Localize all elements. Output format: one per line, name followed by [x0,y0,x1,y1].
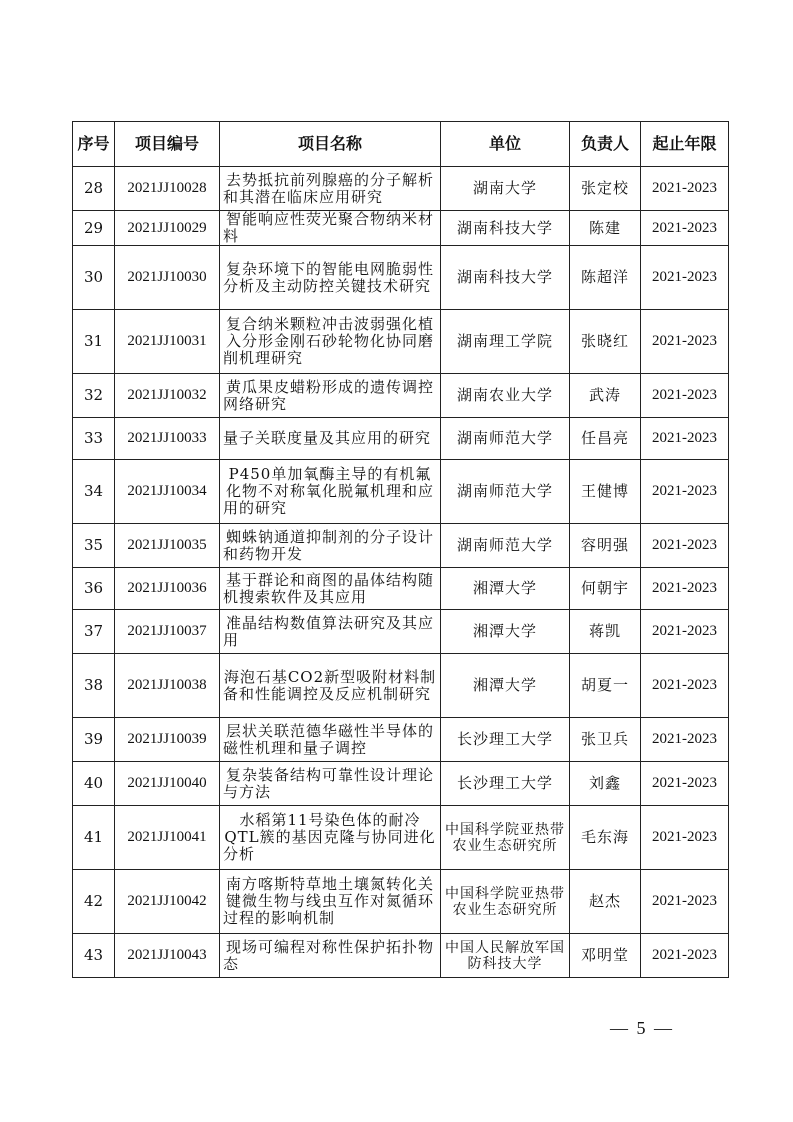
cell-years: 2021-2023 [641,610,729,654]
cell-lead: 何朝宇 [570,568,641,610]
table-row [73,568,729,610]
cell-years: 2021-2023 [641,806,729,870]
table-row [73,374,729,418]
cell-years: 2021-2023 [641,568,729,610]
cell-unit: 中国人民解放军国防科技大学 [441,934,570,978]
table-row [73,246,729,310]
cell-years: 2021-2023 [641,460,729,524]
cell-name: 蜘蛛钠通道抑制剂的分子设计和药物开发 [220,524,441,568]
cell-seq: 30 [73,246,115,310]
table-row [73,806,729,870]
cell-seq: 43 [73,934,115,978]
cell-name: 复杂装备结构可靠性设计理论与方法 [220,762,441,806]
table-row [73,418,729,460]
header-years: 起止年限 [641,122,729,167]
cell-name: 准晶结构数值算法研究及其应用 [220,610,441,654]
cell-years: 2021-2023 [641,524,729,568]
cell-code: 2021JJ10041 [115,806,220,870]
cell-seq: 42 [73,870,115,934]
cell-lead: 陈建 [570,211,641,246]
cell-unit: 长沙理工大学 [441,718,570,762]
cell-code: 2021JJ10040 [115,762,220,806]
cell-seq: 28 [73,167,115,211]
cell-unit: 湘潭大学 [441,654,570,718]
cell-name: 复合纳米颗粒冲击波弱强化植入分形金刚石砂轮物化协同磨削机理研究 [220,310,441,374]
cell-name: 水稻第11号染色体的耐冷QTL簇的基因克隆与协同进化分析 [220,806,441,870]
cell-years: 2021-2023 [641,934,729,978]
table-header-row [73,122,729,167]
cell-name: 海泡石基CO2新型吸附材料制备和性能调控及反应机制研究 [220,654,441,718]
cell-seq: 36 [73,568,115,610]
cell-name: 智能响应性荧光聚合物纳米材料 [220,211,441,246]
cell-seq: 41 [73,806,115,870]
cell-name: 层状关联范德华磁性半导体的磁性机理和量子调控 [220,718,441,762]
cell-lead: 任昌亮 [570,418,641,460]
cell-lead: 邓明堂 [570,934,641,978]
table-row [73,654,729,718]
cell-code: 2021JJ10030 [115,246,220,310]
cell-seq: 32 [73,374,115,418]
cell-unit: 湖南农业大学 [441,374,570,418]
cell-lead: 武涛 [570,374,641,418]
page-number: — 5 — [610,1018,674,1038]
cell-unit: 长沙理工大学 [441,762,570,806]
cell-code: 2021JJ10028 [115,167,220,211]
table-row [73,934,729,978]
cell-code: 2021JJ10038 [115,654,220,718]
cell-code: 2021JJ10029 [115,211,220,246]
cell-unit: 湖南大学 [441,167,570,211]
cell-name: 南方喀斯特草地土壤氮转化关键微生物与线虫互作对氮循环过程的影响机制 [220,870,441,934]
cell-name: 复杂环境下的智能电网脆弱性分析及主动防控关键技术研究 [220,246,441,310]
cell-years: 2021-2023 [641,870,729,934]
cell-unit: 湖南师范大学 [441,418,570,460]
table-row [73,524,729,568]
cell-code: 2021JJ10037 [115,610,220,654]
cell-years: 2021-2023 [641,762,729,806]
cell-lead: 陈超洋 [570,246,641,310]
cell-code: 2021JJ10039 [115,718,220,762]
table-row [73,167,729,211]
table-row [73,870,729,934]
cell-lead: 容明强 [570,524,641,568]
cell-lead: 张定校 [570,167,641,211]
cell-years: 2021-2023 [641,246,729,310]
cell-seq: 37 [73,610,115,654]
cell-unit: 湘潭大学 [441,610,570,654]
cell-lead: 张卫兵 [570,718,641,762]
cell-lead: 蒋凯 [570,610,641,654]
cell-years: 2021-2023 [641,418,729,460]
cell-code: 2021JJ10035 [115,524,220,568]
cell-code: 2021JJ10042 [115,870,220,934]
cell-unit: 湖南科技大学 [441,246,570,310]
cell-unit: 湖南师范大学 [441,524,570,568]
cell-unit: 湖南理工学院 [441,310,570,374]
cell-name: 黄瓜果皮蜡粉形成的遗传调控网络研究 [220,374,441,418]
cell-years: 2021-2023 [641,167,729,211]
cell-seq: 40 [73,762,115,806]
cell-unit: 中国科学院亚热带农业生态研究所 [441,806,570,870]
header-code: 项目编号 [115,122,220,167]
cell-code: 2021JJ10043 [115,934,220,978]
cell-name: 基于群论和商图的晶体结构随机搜索软件及其应用 [220,568,441,610]
header-name: 项目名称 [220,122,441,167]
table-row [73,211,729,246]
table-row [73,718,729,762]
cell-seq: 35 [73,524,115,568]
cell-code: 2021JJ10033 [115,418,220,460]
project-table [72,121,729,978]
cell-lead: 赵杰 [570,870,641,934]
cell-name: 量子关联度量及其应用的研究 [220,418,441,460]
cell-years: 2021-2023 [641,310,729,374]
cell-code: 2021JJ10034 [115,460,220,524]
cell-code: 2021JJ10031 [115,310,220,374]
cell-seq: 29 [73,211,115,246]
cell-name: 去势抵抗前列腺癌的分子解析和其潜在临床应用研究 [220,167,441,211]
cell-unit: 湘潭大学 [441,568,570,610]
cell-years: 2021-2023 [641,654,729,718]
table-row [73,762,729,806]
table-row [73,460,729,524]
cell-unit: 湖南师范大学 [441,460,570,524]
table-row [73,610,729,654]
cell-seq: 34 [73,460,115,524]
cell-lead: 胡夏一 [570,654,641,718]
cell-lead: 刘鑫 [570,762,641,806]
cell-seq: 38 [73,654,115,718]
header-unit: 单位 [441,122,570,167]
cell-years: 2021-2023 [641,374,729,418]
cell-seq: 33 [73,418,115,460]
table-body [73,167,729,978]
header-seq: 序号 [73,122,115,167]
cell-lead: 毛东海 [570,806,641,870]
cell-name: P450单加氧酶主导的有机氟化物不对称氧化脱氟机理和应用的研究 [220,460,441,524]
cell-seq: 39 [73,718,115,762]
cell-seq: 31 [73,310,115,374]
cell-code: 2021JJ10032 [115,374,220,418]
cell-unit: 中国科学院亚热带农业生态研究所 [441,870,570,934]
cell-unit: 湖南科技大学 [441,211,570,246]
cell-years: 2021-2023 [641,718,729,762]
cell-lead: 张晓红 [570,310,641,374]
cell-name: 现场可编程对称性保护拓扑物态 [220,934,441,978]
cell-lead: 王健博 [570,460,641,524]
cell-years: 2021-2023 [641,211,729,246]
table-row [73,310,729,374]
header-lead: 负责人 [570,122,641,167]
cell-code: 2021JJ10036 [115,568,220,610]
